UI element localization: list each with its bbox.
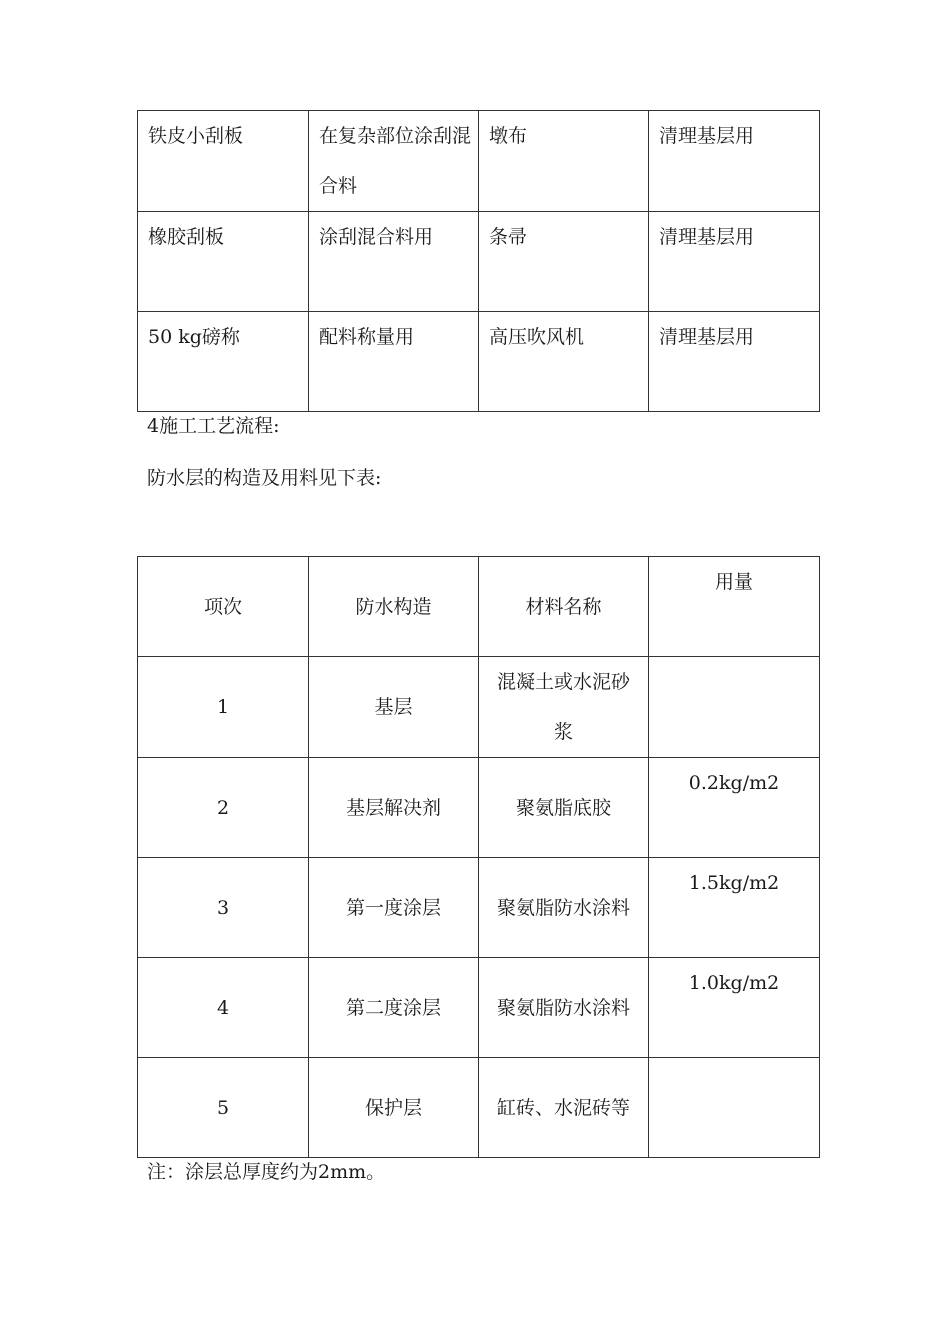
intro-paragraph: 防水层的构造及用料见下表:	[147, 467, 382, 489]
table-row	[138, 1058, 820, 1158]
table-cell: 1.0kg/m2	[649, 958, 820, 1058]
table-cell: 聚氨脂防水涂料	[479, 858, 649, 958]
table-cell: 基层	[309, 657, 479, 758]
table-row	[138, 111, 820, 212]
table-cell: 第二度涂层	[309, 958, 479, 1058]
table-cell: 缸砖、水泥砖等	[479, 1058, 649, 1158]
table-cell: 条帚	[479, 212, 649, 312]
table-cell	[649, 1058, 820, 1158]
table-cell: 5	[138, 1058, 309, 1158]
table-cell: 清理基层用	[649, 111, 820, 212]
table-cell: 高压吹风机	[479, 312, 649, 412]
table-cell: 50 kg磅称	[138, 312, 309, 412]
table-cell: 清理基层用	[649, 312, 820, 412]
column-header: 材料名称	[479, 557, 649, 657]
footnote: 注：涂层总厚度约为2mm。	[147, 1161, 386, 1183]
table-cell: 聚氨脂防水涂料	[479, 958, 649, 1058]
table-cell: 配料称量用	[309, 312, 479, 412]
table-cell: 橡胶刮板	[138, 212, 309, 312]
table-cell: 3	[138, 858, 309, 958]
table-cell: 保护层	[309, 1058, 479, 1158]
table-cell: 4	[138, 958, 309, 1058]
waterproof-layers-table	[137, 556, 820, 1158]
table-row	[138, 758, 820, 858]
table-cell: 第一度涂层	[309, 858, 479, 958]
column-header: 用量	[649, 557, 820, 657]
column-header: 项次	[138, 557, 309, 657]
table-cell: 2	[138, 758, 309, 858]
table-header-row	[138, 557, 820, 657]
table-cell: 基层解决剂	[309, 758, 479, 858]
table-cell: 聚氨脂底胶	[479, 758, 649, 858]
table-row	[138, 958, 820, 1058]
tools-table	[137, 110, 820, 412]
section-heading: 4施工工艺流程:	[147, 415, 280, 437]
table-cell: 在复杂部位涂刮混合料	[309, 111, 479, 212]
table-cell: 墩布	[479, 111, 649, 212]
table-cell: 铁皮小刮板	[138, 111, 309, 212]
table-cell	[649, 657, 820, 758]
table-cell: 混凝土或水泥砂浆	[479, 657, 649, 758]
table-cell: 1.5kg/m2	[649, 858, 820, 958]
table-row	[138, 858, 820, 958]
table-cell: 清理基层用	[649, 212, 820, 312]
table-cell: 0.2kg/m2	[649, 758, 820, 858]
table-cell: 1	[138, 657, 309, 758]
column-header: 防水构造	[309, 557, 479, 657]
table-row	[138, 312, 820, 412]
table-cell: 涂刮混合料用	[309, 212, 479, 312]
table-row	[138, 212, 820, 312]
table-row	[138, 657, 820, 758]
